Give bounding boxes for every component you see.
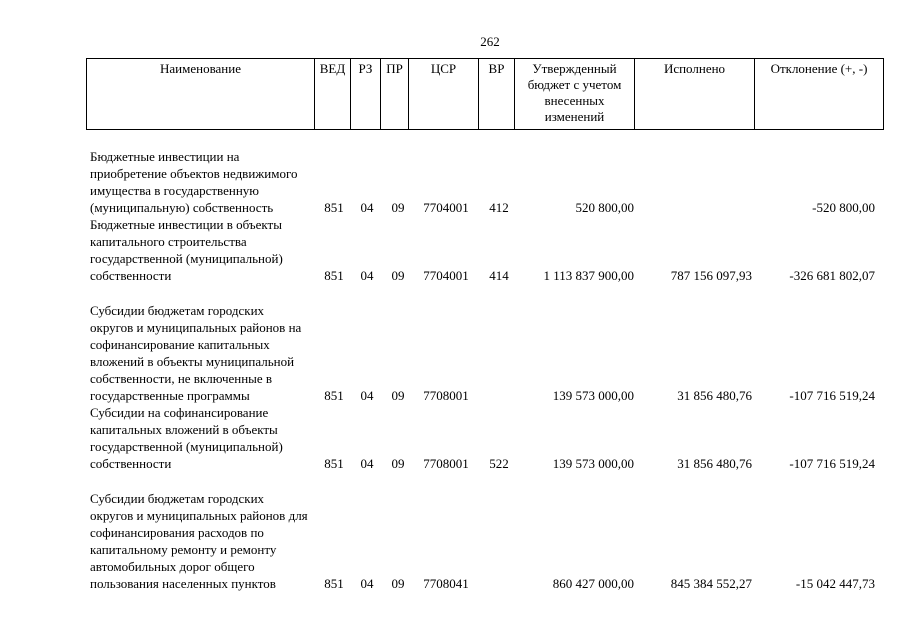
row-name: Бюджетные инвестиции в объекты капитального строительства государственной (муниципальной) собственности <box>90 217 283 283</box>
row-rz: 04 <box>360 388 374 403</box>
row-rz: 04 <box>360 200 374 215</box>
row-pr: 09 <box>391 268 405 283</box>
row-pr: 09 <box>391 576 405 591</box>
row-deviation: -107 716 519,24 <box>789 456 875 471</box>
row-vr: 522 <box>489 456 509 471</box>
table-row <box>0 130 905 216</box>
row-ved: 851 <box>324 388 344 403</box>
row-name: Субсидии на софинансирование капитальных вложений в объекты государственной (муниципальной) собственности <box>90 405 283 471</box>
row-csr: 7708041 <box>423 576 469 591</box>
row-ved: 851 <box>324 576 344 591</box>
table-row <box>0 404 905 472</box>
header-csr: ЦСР <box>409 59 479 130</box>
row-budget: 1 113 837 900,00 <box>543 268 634 283</box>
header-pr: ПР <box>381 59 409 130</box>
row-deviation: -520 800,00 <box>812 200 875 215</box>
row-csr: 7704001 <box>423 268 469 283</box>
row-csr: 7708001 <box>423 456 469 471</box>
row-vr: 414 <box>489 268 509 283</box>
row-done: 31 856 480,76 <box>677 456 752 471</box>
row-rz: 04 <box>360 456 374 471</box>
row-done: 31 856 480,76 <box>677 388 752 403</box>
row-deviation: -15 042 447,73 <box>795 576 875 591</box>
row-name: Субсидии бюджетам городских округов и муниципальных районов на софинансирование капитальных вложений в объекты муниципальной собственности, не включенные в государственные программы <box>90 303 302 403</box>
row-ved: 851 <box>324 200 344 215</box>
header-name: Наименование <box>87 59 315 130</box>
row-ved: 851 <box>324 456 344 471</box>
header-deviation: Отклонение (+, -) <box>755 59 884 130</box>
row-pr: 09 <box>391 388 405 403</box>
header-done: Исполнено <box>635 59 755 130</box>
header-vr: ВР <box>479 59 515 130</box>
row-done: 845 384 552,27 <box>670 576 752 591</box>
row-budget: 860 427 000,00 <box>552 576 634 591</box>
table-header <box>86 58 884 130</box>
row-deviation: -107 716 519,24 <box>789 388 875 403</box>
row-name: Субсидии бюджетам городских округов и муниципальных районов для софинансирования расходов по капитальному ремонту и ремонту автомобильных дорог общего пользования населенных пунктов <box>90 491 308 591</box>
row-name: Бюджетные инвестиции на приобретение объектов недвижимого имущества в государственную (муниципальную) собственность <box>90 149 298 215</box>
row-rz: 04 <box>360 268 374 283</box>
row-ved: 851 <box>324 268 344 283</box>
row-done: 787 156 097,93 <box>670 268 752 283</box>
row-pr: 09 <box>391 456 405 471</box>
table-row <box>0 284 905 404</box>
row-budget: 520 800,00 <box>575 200 634 215</box>
row-vr: 412 <box>489 200 509 215</box>
row-csr: 7708001 <box>423 388 469 403</box>
table-row <box>0 216 905 284</box>
header-ved: ВЕД <box>315 59 351 130</box>
row-csr: 7704001 <box>423 200 469 215</box>
page-number: 262 <box>480 34 500 49</box>
row-rz: 04 <box>360 576 374 591</box>
row-deviation: -326 681 802,07 <box>789 268 875 283</box>
row-pr: 09 <box>391 200 405 215</box>
header-budget: Утвержденный бюджет с учетом внесенных изменений <box>515 59 635 130</box>
header-rz: РЗ <box>351 59 381 130</box>
row-budget: 139 573 000,00 <box>552 456 634 471</box>
row-budget: 139 573 000,00 <box>552 388 634 403</box>
table-row <box>0 472 905 592</box>
